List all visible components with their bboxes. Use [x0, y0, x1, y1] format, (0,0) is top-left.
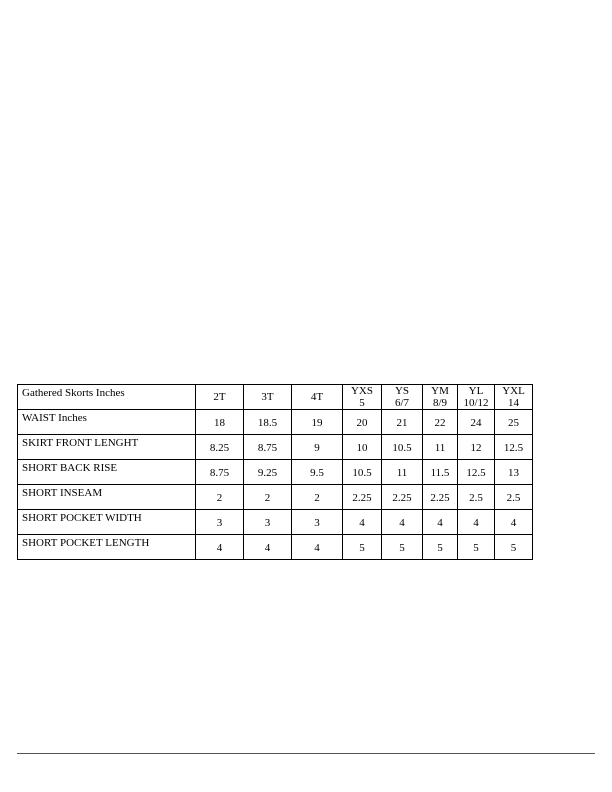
table-cell: 2.25	[343, 485, 382, 510]
table-row	[18, 485, 533, 510]
table-cell: 12	[458, 435, 495, 460]
row-label-skirt-front-length: SKIRT FRONT LENGHT	[18, 435, 196, 460]
table-cell: 2.5	[458, 485, 495, 510]
table-cell: 8.25	[196, 435, 244, 460]
table-row	[18, 510, 533, 535]
table-cell: 5	[382, 535, 423, 560]
size-header-yxs: YXS 5	[343, 385, 382, 410]
table-cell: 9.5	[292, 460, 343, 485]
size-header-yxl: YXL 14	[495, 385, 533, 410]
size-header-yl: YL 10/12	[458, 385, 495, 410]
table-cell: 4	[292, 535, 343, 560]
table-cell: 5	[495, 535, 533, 560]
table-cell: 3	[196, 510, 244, 535]
table-cell: 8.75	[244, 435, 292, 460]
table-cell: 21	[382, 410, 423, 435]
table-cell: 5	[423, 535, 458, 560]
size-header-ys: YS 6/7	[382, 385, 423, 410]
table-cell: 2	[196, 485, 244, 510]
table-row	[18, 410, 533, 435]
table-cell: 2.25	[382, 485, 423, 510]
table-row	[18, 460, 533, 485]
table-header-row	[18, 385, 533, 410]
table-cell: 8.75	[196, 460, 244, 485]
table-cell: 10	[343, 435, 382, 460]
size-chart-table	[17, 384, 533, 560]
table-cell: 10.5	[382, 435, 423, 460]
table-cell: 12.5	[458, 460, 495, 485]
table-cell: 3	[292, 510, 343, 535]
table-cell: 19	[292, 410, 343, 435]
table-cell: 5	[458, 535, 495, 560]
table-cell: 24	[458, 410, 495, 435]
table-cell: 11.5	[423, 460, 458, 485]
table-cell: 11	[423, 435, 458, 460]
table-cell: 4	[495, 510, 533, 535]
table-cell: 4	[343, 510, 382, 535]
row-label-short-pocket-width: SHORT POCKET WIDTH	[18, 510, 196, 535]
table-cell: 4	[423, 510, 458, 535]
row-label-short-inseam: SHORT INSEAM	[18, 485, 196, 510]
table-cell: 10.5	[343, 460, 382, 485]
table-cell: 5	[343, 535, 382, 560]
table-cell: 9.25	[244, 460, 292, 485]
size-header-ym: YM 8/9	[423, 385, 458, 410]
table-cell: 2.5	[495, 485, 533, 510]
table-cell: 4	[458, 510, 495, 535]
table-cell: 18	[196, 410, 244, 435]
table-cell: 13	[495, 460, 533, 485]
table-cell: 9	[292, 435, 343, 460]
table-cell: 4	[244, 535, 292, 560]
size-header-2t: 2T	[196, 385, 244, 410]
corner-label: Gathered Skorts Inches	[18, 385, 196, 410]
table-cell: 12.5	[495, 435, 533, 460]
table-cell: 11	[382, 460, 423, 485]
table-cell: 2	[292, 485, 343, 510]
table-row	[18, 535, 533, 560]
size-header-4t: 4T	[292, 385, 343, 410]
size-header-3t: 3T	[244, 385, 292, 410]
table-cell: 20	[343, 410, 382, 435]
table-cell: 4	[382, 510, 423, 535]
table-cell: 3	[244, 510, 292, 535]
table-cell: 2	[244, 485, 292, 510]
row-label-short-pocket-length: SHORT POCKET LENGTH	[18, 535, 196, 560]
table-cell: 22	[423, 410, 458, 435]
footer-divider	[17, 753, 595, 754]
row-label-short-back-rise: SHORT BACK RISE	[18, 460, 196, 485]
table-cell: 4	[196, 535, 244, 560]
table-row	[18, 435, 533, 460]
table-cell: 2.25	[423, 485, 458, 510]
row-label-waist: WAIST Inches	[18, 410, 196, 435]
table-cell: 25	[495, 410, 533, 435]
table-cell: 18.5	[244, 410, 292, 435]
